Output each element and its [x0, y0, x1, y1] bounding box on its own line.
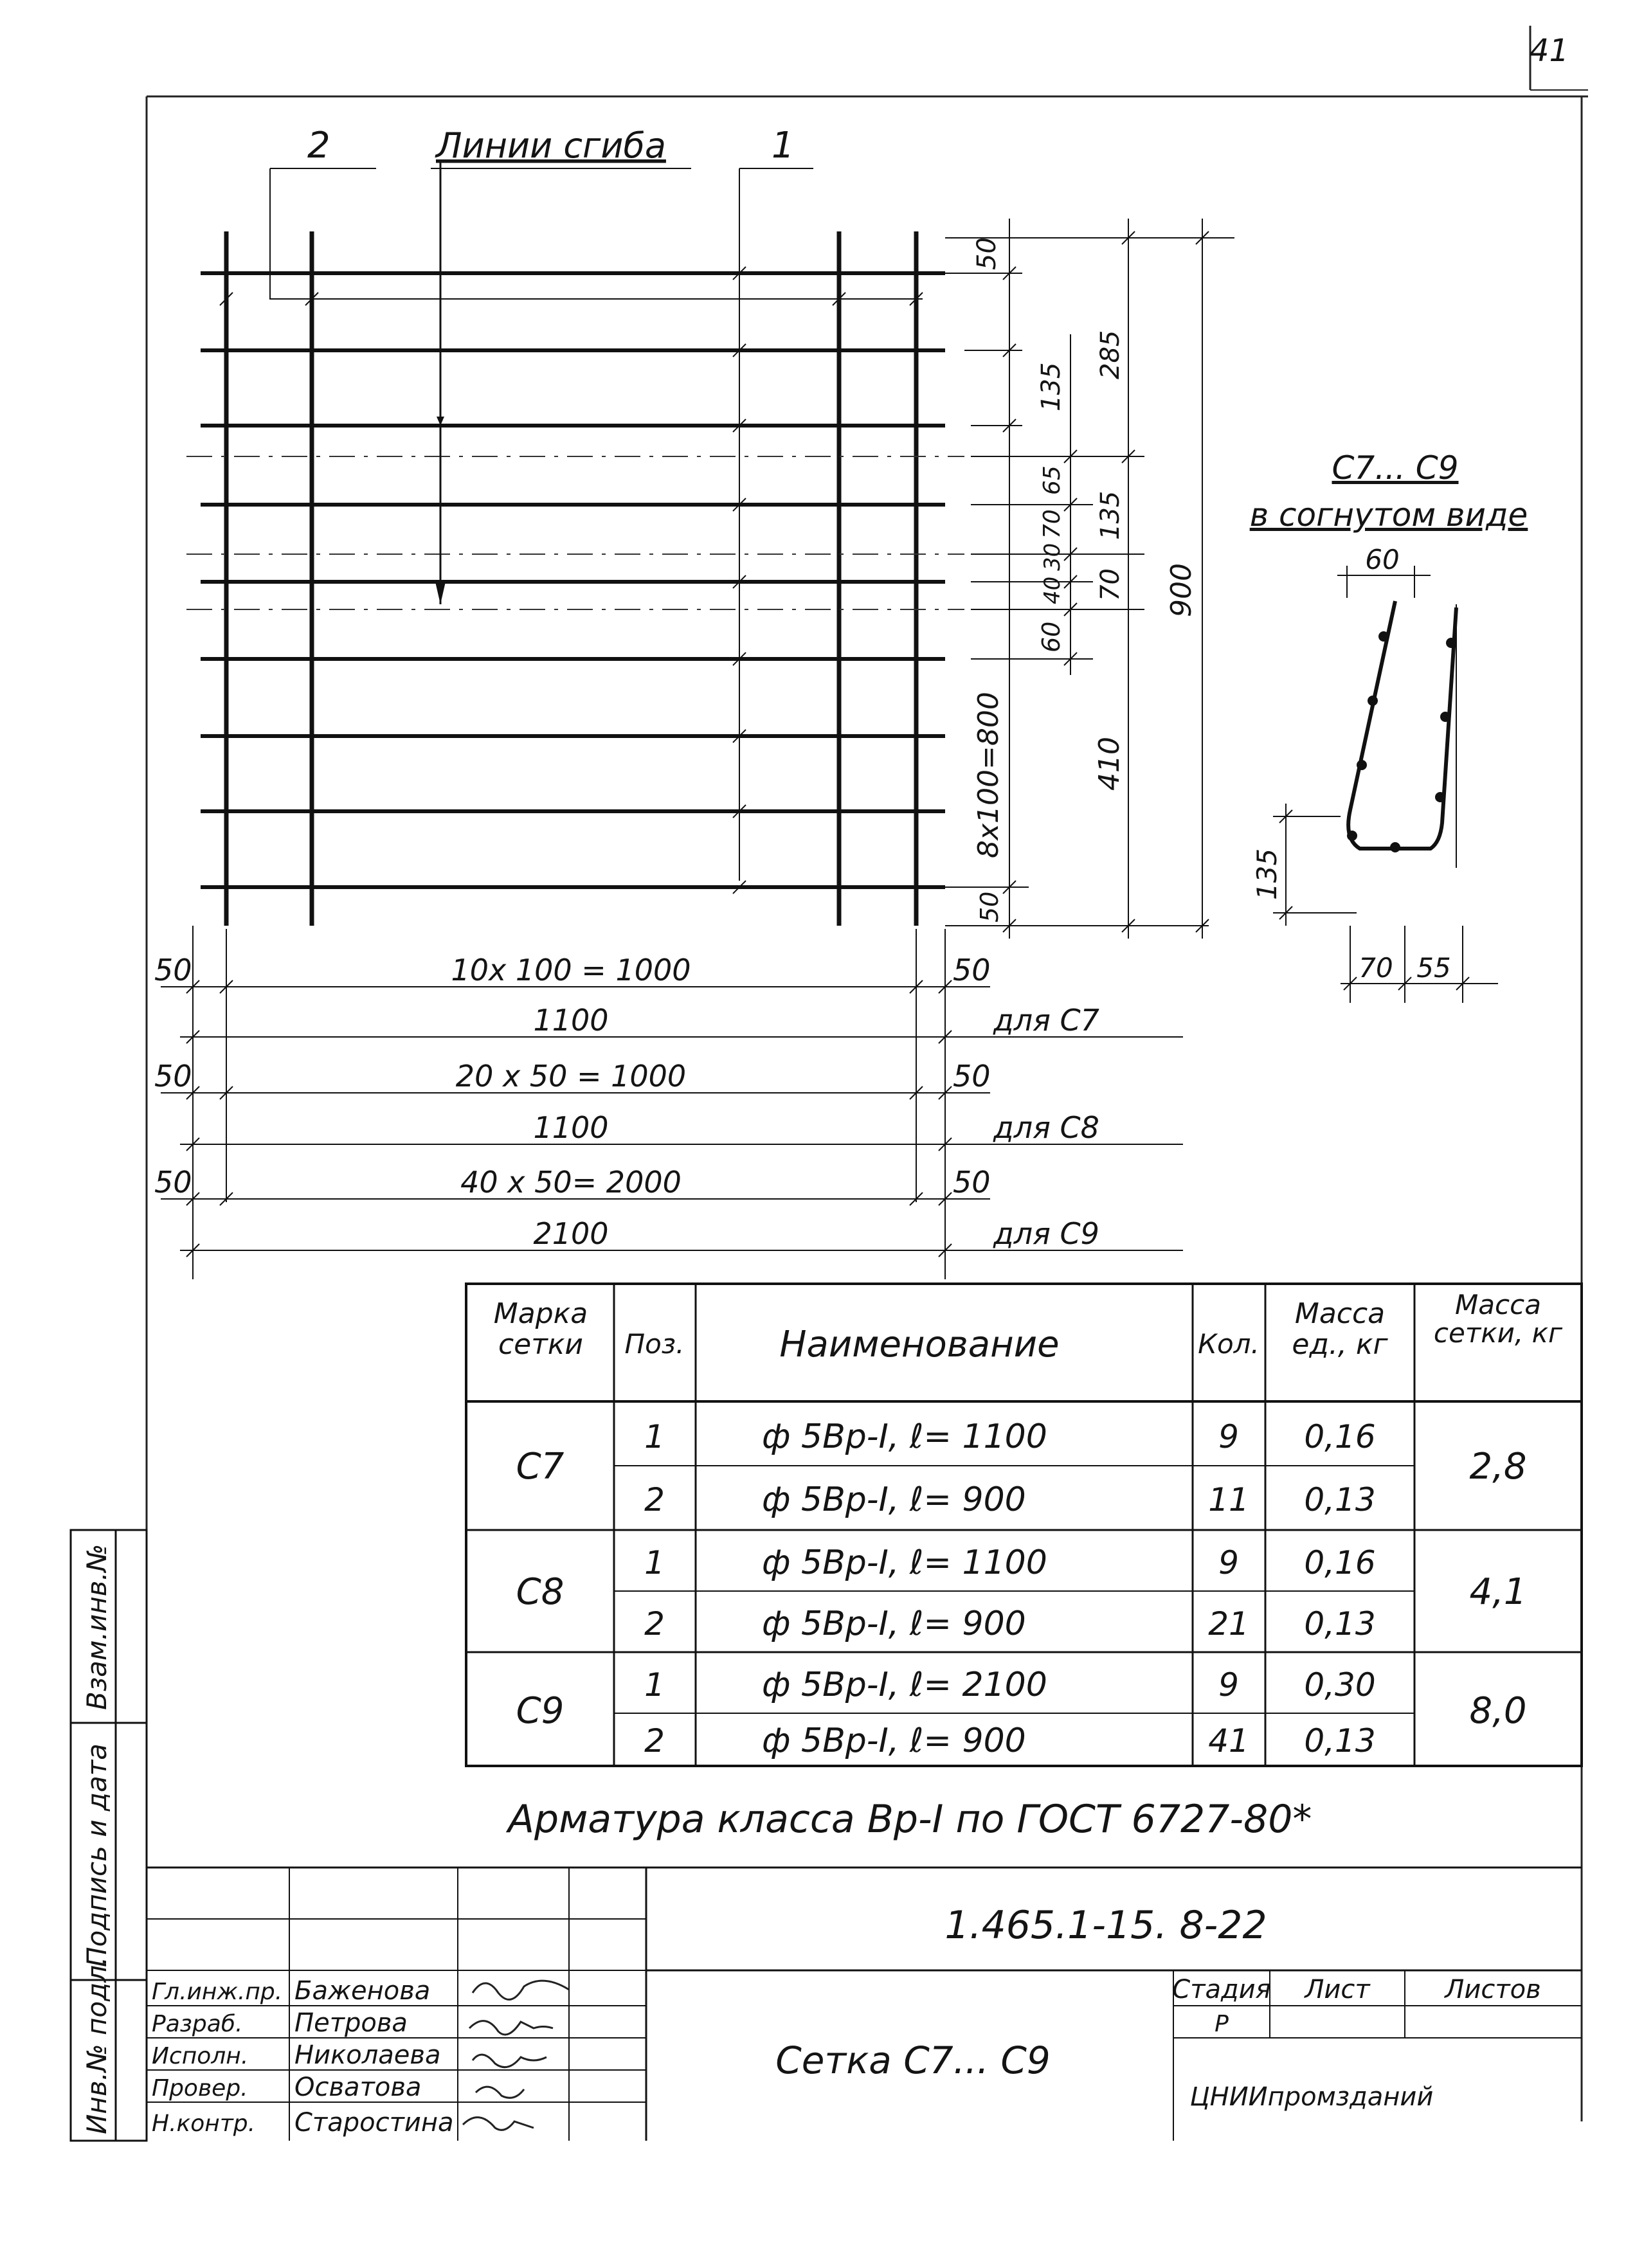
section-subtitle: в согнутом виде: [1249, 496, 1528, 534]
callout-pos1: 1: [772, 125, 795, 166]
section-title: С7... С9: [1332, 449, 1459, 487]
drawing-code: 1.465.1-15. 8-22: [944, 1903, 1267, 1948]
reinforcement-note: Арматура класса Вр-I по ГОСТ 6727-80*: [508, 1797, 1312, 1842]
group-mark: С8: [516, 1571, 565, 1613]
row-unit-mass: 0,13: [1304, 1605, 1376, 1643]
role-label: Провер.: [152, 2075, 248, 2102]
dim-40: 40: [1040, 576, 1065, 604]
hdr-pos: Поз.: [624, 1328, 685, 1360]
row-name: ф 5Вр-I, ℓ= 1100: [762, 1418, 1047, 1456]
c9-note: для С9: [993, 1216, 1099, 1251]
section-dim-top: 60: [1365, 544, 1400, 575]
row-pos: 1: [644, 1418, 665, 1455]
dim-285: 285: [1096, 330, 1125, 379]
c9-dim-left: 50: [154, 1165, 192, 1200]
row-qty: 11: [1208, 1481, 1249, 1518]
c9-dim-middle: 40 x 50= 2000: [460, 1165, 682, 1200]
c8-dim-right: 50: [953, 1059, 991, 1094]
group-mesh-mass: 4,1: [1469, 1571, 1527, 1613]
callout-2-leader: [270, 168, 923, 299]
person-name: Старостина: [294, 2108, 454, 2138]
hdr-name: Наименование: [779, 1324, 1060, 1365]
stamp-replacement-inv: Взам.инв.№: [81, 1544, 113, 1710]
c8-note: для С8: [993, 1110, 1099, 1145]
row-qty: 9: [1218, 1544, 1239, 1581]
row-pos: 2: [644, 1605, 665, 1643]
left-stamp: [71, 1530, 147, 2141]
transverse-bars: [226, 231, 916, 926]
hdr-unit-mass-cell: [1268, 1286, 1412, 1399]
row-name: ф 5Вр-I, ℓ= 900: [762, 1480, 1026, 1519]
bent-mesh-profile: [1348, 601, 1456, 849]
person-name: Петрова: [294, 2008, 408, 2038]
dim-70-b: 70: [1096, 568, 1125, 601]
role-label: Исполн.: [152, 2043, 249, 2069]
dim-65: 65: [1039, 465, 1065, 495]
row-qty: 21: [1208, 1605, 1249, 1643]
row-name: ф 5Вр-I, ℓ= 900: [762, 1722, 1026, 1760]
row-pos: 2: [644, 1481, 665, 1518]
dim-900: 900: [1165, 563, 1198, 617]
hdr-qty: Кол.: [1198, 1328, 1260, 1360]
sheets-label: Листов: [1445, 1975, 1541, 2004]
group-mesh-mass: 8,0: [1469, 1690, 1527, 1732]
c9-dim-right: 50: [953, 1165, 991, 1200]
spec-table: [466, 1284, 1582, 1842]
row-unit-mass: 0,30: [1304, 1666, 1376, 1704]
horizontal-dim-text: [154, 953, 1099, 1251]
group-mark: С7: [516, 1446, 565, 1488]
section-dim-lines: [1273, 566, 1498, 1003]
dim-60: 60: [1037, 621, 1065, 652]
callout-pos2: 2: [307, 125, 330, 166]
dim-410: 410: [1093, 737, 1126, 791]
row-unit-mass: 0,13: [1304, 1481, 1376, 1518]
row-unit-mass: 0,13: [1304, 1722, 1376, 1760]
title-block: [147, 1868, 1582, 2141]
c7-dim-total: 1100: [533, 1003, 609, 1038]
c7-dim-right: 50: [953, 953, 991, 987]
row-unit-mass: 0,16: [1304, 1418, 1376, 1455]
vertical-dim-text: [972, 237, 1198, 923]
section-dim-bottom-left: 70: [1359, 952, 1393, 984]
sheet-label: Лист: [1305, 1975, 1370, 2004]
row-qty: 9: [1218, 1666, 1239, 1704]
c9-dim-total: 2100: [533, 1216, 609, 1251]
dim-30: 30: [1040, 543, 1065, 571]
section-dim-bottom-right: 55: [1416, 952, 1451, 984]
stamp-original-inv: Инв.№ подл.: [81, 1956, 113, 2134]
c7-dim-left: 50: [154, 953, 192, 987]
c8-dim-total: 1100: [533, 1110, 609, 1145]
dim-50-top: 50: [972, 237, 1002, 270]
stage-label: Стадия: [1172, 1975, 1271, 2004]
c7-note: для С7: [993, 1003, 1099, 1038]
row-pos: 1: [644, 1544, 665, 1581]
drawing-title: Сетка С7... С9: [775, 2039, 1051, 2082]
dim-70-a: 70: [1039, 509, 1065, 539]
row-pos: 2: [644, 1722, 665, 1760]
dim-8x100: 8x100=800: [972, 692, 1005, 858]
section-dim-side: 135: [1251, 848, 1283, 900]
c8-dim-left: 50: [154, 1059, 192, 1094]
hdr-mesh-mass: Масса сетки, кг: [1433, 1289, 1563, 1349]
row-pos: 1: [644, 1666, 665, 1704]
bend-lines: [186, 456, 964, 609]
group-mark: С9: [516, 1690, 565, 1732]
person-name: Осватова: [294, 2073, 422, 2102]
dim-50-bottom: 50: [975, 891, 1004, 923]
row-name: ф 5Вр-I, ℓ= 2100: [762, 1666, 1047, 1704]
row-name: ф 5Вр-I, ℓ= 1100: [762, 1544, 1047, 1582]
bend-arrow: [435, 582, 446, 604]
c7-dim-middle: 10x 100 = 1000: [451, 953, 691, 987]
hdr-mark-cell: [469, 1286, 612, 1399]
person-name: Баженова: [294, 1976, 431, 2006]
row-unit-mass: 0,16: [1304, 1544, 1376, 1581]
mesh-plan: [186, 125, 964, 926]
page-number: 41: [1529, 33, 1569, 69]
role-label: Н.контр.: [152, 2110, 256, 2137]
row-qty: 9: [1218, 1418, 1239, 1455]
row-qty: 41: [1208, 1722, 1249, 1760]
hdr-mark: Марка сетки: [493, 1297, 588, 1361]
row-name: ф 5Вр-I, ℓ= 900: [762, 1605, 1026, 1643]
hdr-mesh-mass-cell: [1417, 1286, 1579, 1399]
group-mesh-mass: 2,8: [1469, 1446, 1527, 1488]
dim-135: 135: [1036, 362, 1066, 411]
dim-135-b: 135: [1096, 491, 1125, 540]
stage-value: Р: [1215, 2011, 1229, 2037]
stamp-signature-date: Подпись и дата: [81, 1743, 113, 1967]
organization: ЦНИИпромзданий: [1189, 2082, 1434, 2112]
c8-dim-middle: 20 x 50 = 1000: [455, 1059, 687, 1094]
role-label: Разраб.: [152, 2011, 243, 2037]
section-view: [1250, 449, 1528, 1003]
hdr-unit-mass: Масса ед., кг: [1292, 1297, 1388, 1361]
role-label: Гл.инж.пр.: [152, 1979, 283, 2005]
handwritten-signatures: [463, 1981, 569, 2130]
person-name: Николаева: [294, 2040, 441, 2070]
bend-lines-label: Линии сгиба: [436, 125, 666, 166]
